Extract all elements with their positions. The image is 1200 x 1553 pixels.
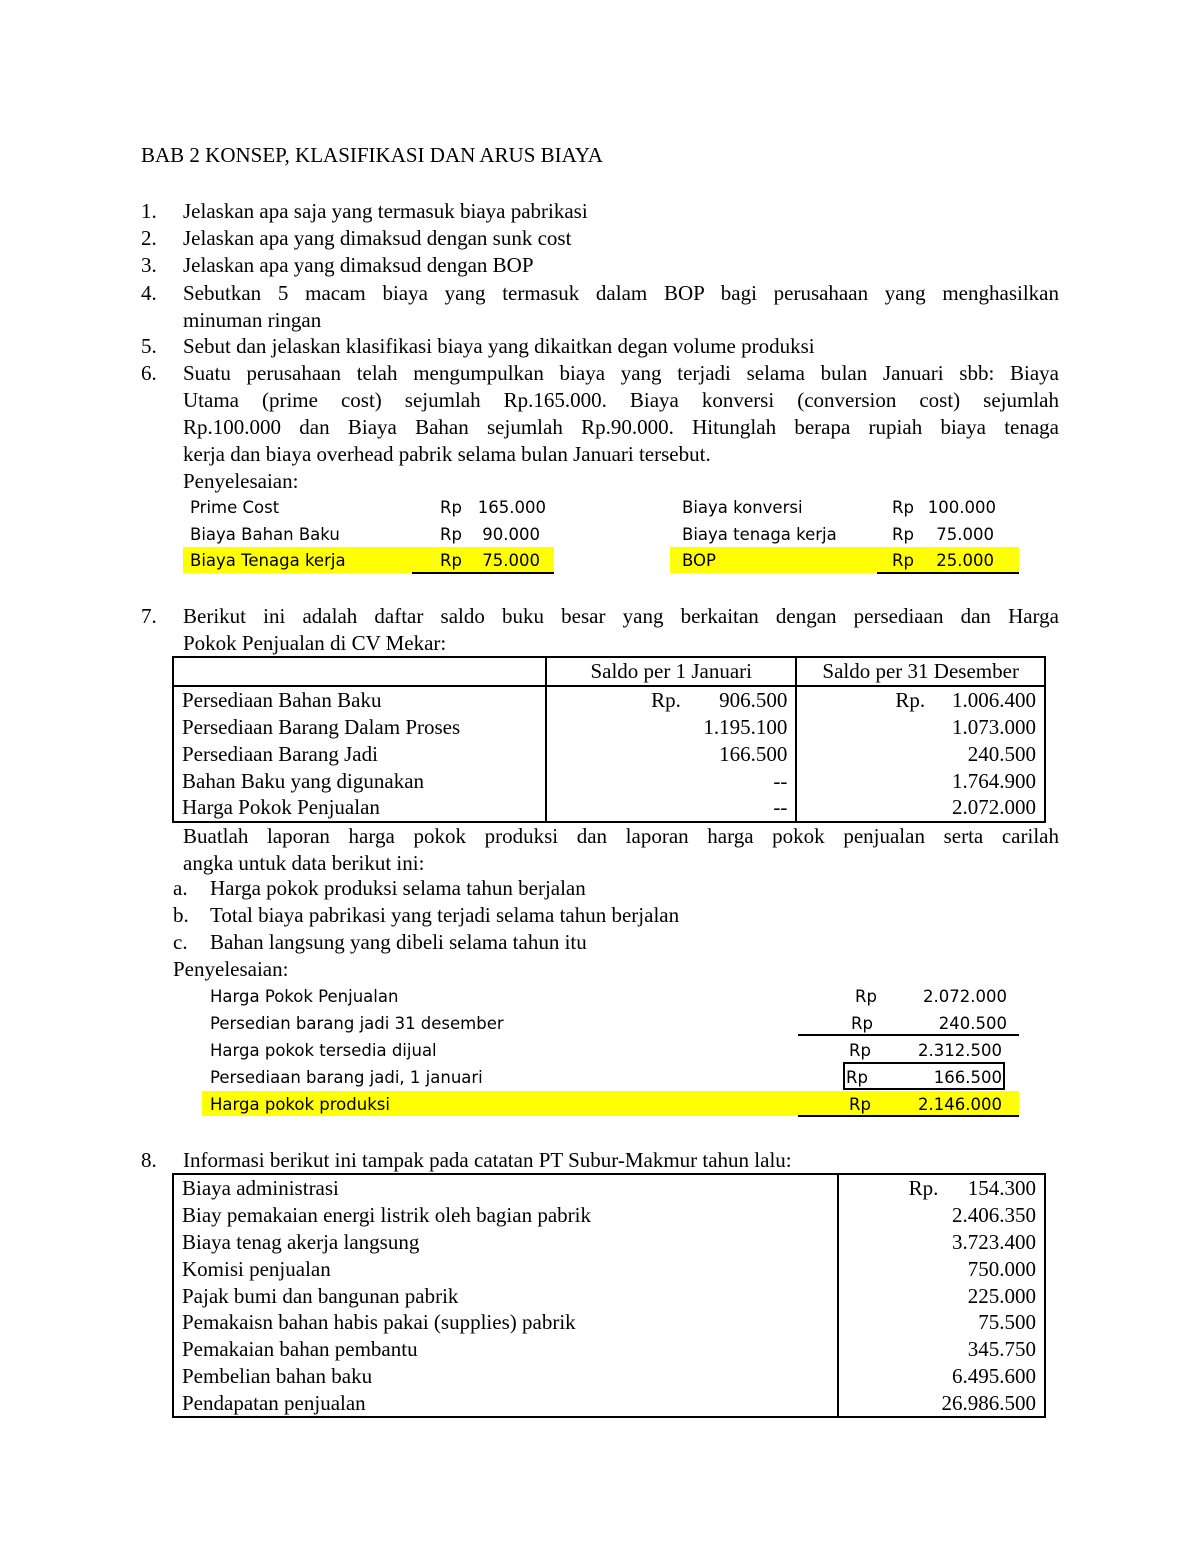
item-text: Harga pokok produksi selama tahun berjalan [210,876,586,900]
question-number: 1. [141,199,157,223]
biaya-konversi-label: Biaya konversi [682,498,803,517]
solution-label: Penyelesaian: [173,957,289,981]
table-row [173,1282,1045,1309]
hpp-value: 2.072.000 [923,987,1007,1006]
row-label: Pajak bumi dan bangunan pabrik [173,1282,838,1309]
question-number: 4. [141,281,157,305]
bop-label: BOP [682,551,716,570]
barang-jadi-1-label: Persediaan barang jadi, 1 januari [210,1068,483,1087]
question-number: 8. [141,1148,157,1172]
tersedia-dijual-rp: Rp [849,1041,871,1060]
row-label: Pemakaian bahan pembantu [173,1336,838,1363]
hpp-rp: Rp [855,987,877,1006]
item-letter: c. [173,930,188,954]
instruction-line: Buatlah laporan harga pokok produksi dan laporan harga pokok penjualan serta carilah [183,824,1059,848]
row-label: Pendapatan penjualan [173,1389,838,1417]
item-text: Bahan langsung yang dibeli selama tahun itu [210,930,587,954]
biaya-tenaga-kerja-value: 75.000 [936,525,994,544]
question-text: Informasi berikut ini tampak pada catatan PT Subur-Makmur tahun lalu: [183,1148,792,1172]
hpp-label: Harga Pokok Penjualan [210,987,399,1006]
cell-value: 1.073.000 [796,714,1045,741]
question-5 [141,333,1059,360]
table-row [173,1389,1045,1417]
bahan-baku-value: 90.000 [482,525,540,544]
tersedia-dijual-value: 2.312.500 [918,1041,1002,1060]
item-text: Total biaya pabrikasi yang terjadi selama tahun berjalan [210,903,680,927]
table-row [173,1363,1045,1390]
q7-item-c [173,929,587,956]
cell-value: 3.723.400 [838,1229,1045,1256]
q7-table [172,656,1046,823]
rp-label: Rp. [651,688,681,713]
row-label: Pemakaisn bahan habis pakai (supplies) pabrik [173,1309,838,1336]
hp-produksi-rp: Rp [849,1095,871,1114]
cell-value: -- [546,794,796,822]
question-text: Jelaskan apa yang dimaksud dengan sunk cost [183,226,572,250]
prime-cost-label: Prime Cost [190,498,280,517]
prime-cost-value: 165.000 [477,498,546,517]
table-row [173,714,1045,741]
item-letter: b. [173,903,189,927]
cell-value: 1.764.900 [796,767,1045,794]
question-4 [141,280,1059,334]
cell-value: 345.750 [838,1336,1045,1363]
tenaga-kerja-rp: Rp [440,551,462,570]
question-2 [141,225,1059,252]
cell-value: 1.195.100 [546,714,796,741]
question-6 [141,360,1059,495]
table-row [173,686,1045,714]
question-text: Sebut dan jelaskan klasifikasi biaya yang dikaitkan degan volume produksi [183,334,815,358]
prime-cost-rp: Rp [440,498,462,517]
tenaga-kerja-label: Biaya Tenaga kerja [190,551,346,570]
question-text-line: Suatu perusahaan telah mengumpulkan biaya yang terjadi selama bulan Januari sbb: Biaya [183,361,1059,385]
q7-item-b [173,902,680,929]
tenaga-kerja-value: 75.000 [482,551,540,570]
table-header: Saldo per 31 Desember [796,657,1045,686]
cell-value: 166.500 [546,740,796,767]
question-1 [141,198,1059,225]
question-text-line: kerja dan biaya overhead pabrik selama bulan Januari tersebut. [183,442,711,466]
question-text-line: Utama (prime cost) sejumlah Rp.165.000. Biaya konversi (conversion cost) sejumlah [183,388,1059,412]
cell-value: 2.072.000 [796,794,1045,822]
question-3 [141,252,1059,279]
cell-value: 225.000 [838,1282,1045,1309]
biaya-konversi-value: 100.000 [927,498,996,517]
biaya-konversi-rp: Rp [892,498,914,517]
question-8 [141,1147,1059,1174]
bahan-baku-rp: Rp [440,525,462,544]
question-number: 6. [141,361,157,385]
question-7 [141,603,1059,657]
page-title: BAB 2 KONSEP, KLASIFIKASI DAN ARUS BIAYA [141,143,603,167]
cell-value: 240.500 [796,740,1045,767]
table-header [173,657,546,686]
question-number: 2. [141,226,157,250]
question-number: 3. [141,253,157,277]
q7-item-a [173,875,586,902]
bahan-baku-label: Biaya Bahan Baku [190,525,340,544]
q8-table [172,1173,1046,1418]
cell-value: 906.500 [719,688,788,713]
table-row [173,1255,1045,1282]
table-row [173,1229,1045,1256]
question-text-line: Berikut ini adalah daftar saldo buku besar yang berkaitan dengan persediaan dan Harga [183,604,1059,628]
row-label: Biaya tenag akerja langsung [173,1229,838,1256]
row-label: Biaya administrasi [173,1174,838,1202]
biaya-tenaga-kerja-label: Biaya tenaga kerja [682,525,837,544]
table-row [173,740,1045,767]
table-row [173,767,1045,794]
table-row [173,794,1045,822]
rp-label: Rp. [908,1176,939,1201]
rp-label: Rp. [895,688,926,713]
cell-value: 750.000 [838,1255,1045,1282]
bop-value: 25.000 [936,551,994,570]
row-label: Biay pemakaian energi listrik oleh bagian pabrik [173,1202,838,1229]
question-text-line: Pokok Penjualan di CV Mekar: [183,631,447,655]
table-row [173,1336,1045,1363]
row-label: Harga Pokok Penjualan [173,794,546,822]
table-header: Saldo per 1 Januari [546,657,796,686]
question-text: Jelaskan apa yang dimaksud dengan BOP [183,253,534,277]
question-text: Jelaskan apa saja yang termasuk biaya pabrikasi [183,199,588,223]
row-label: Persediaan Barang Dalam Proses [173,714,546,741]
hp-produksi-label: Harga pokok produksi [210,1095,390,1114]
question-number: 5. [141,334,157,358]
instruction-line: angka untuk data berikut ini: [183,851,425,875]
table-row [173,1309,1045,1336]
cell-value: 6.495.600 [838,1363,1045,1390]
barang-jadi-1-value: 166.500 [933,1068,1002,1087]
row-label: Pembelian bahan baku [173,1363,838,1390]
row-label: Bahan Baku yang digunakan [173,767,546,794]
question-number: 7. [141,604,157,628]
row-label: Komisi penjualan [173,1255,838,1282]
table-header-row [173,657,1045,686]
cell-value: 75.500 [838,1309,1045,1336]
row-label: Persediaan Barang Jadi [173,740,546,767]
cell-value: 1.006.400 [952,688,1036,713]
hp-produksi-value: 2.146.000 [918,1095,1002,1114]
solution-label: Penyelesaian: [183,469,299,493]
table-row [173,1174,1045,1202]
question-text-line: Rp.100.000 dan Biaya Bahan sejumlah Rp.90.000. Hitunglah berapa rupiah biaya tenaga [183,415,1059,439]
item-letter: a. [173,876,188,900]
barang-jadi-31-value: 240.500 [938,1014,1007,1033]
question-text-line: Sebutkan 5 macam biaya yang termasuk dalam BOP bagi perusahaan yang menghasilkan [183,281,1059,305]
cell-value: -- [546,767,796,794]
bop-rp: Rp [892,551,914,570]
question-text-line: minuman ringan [183,308,322,332]
cell-value: 154.300 [967,1176,1036,1201]
biaya-tenaga-kerja-rp: Rp [892,525,914,544]
row-label: Persediaan Bahan Baku [173,686,546,714]
table-row [173,1202,1045,1229]
q7-instructions [141,823,1059,877]
barang-jadi-31-rp: Rp [851,1014,873,1033]
tersedia-dijual-label: Harga pokok tersedia dijual [210,1041,437,1060]
barang-jadi-1-rp: Rp [846,1068,868,1087]
barang-jadi-31-label: Persedian barang jadi 31 desember [210,1014,504,1033]
cell-value: 26.986.500 [838,1389,1045,1417]
cell-value: 2.406.350 [838,1202,1045,1229]
